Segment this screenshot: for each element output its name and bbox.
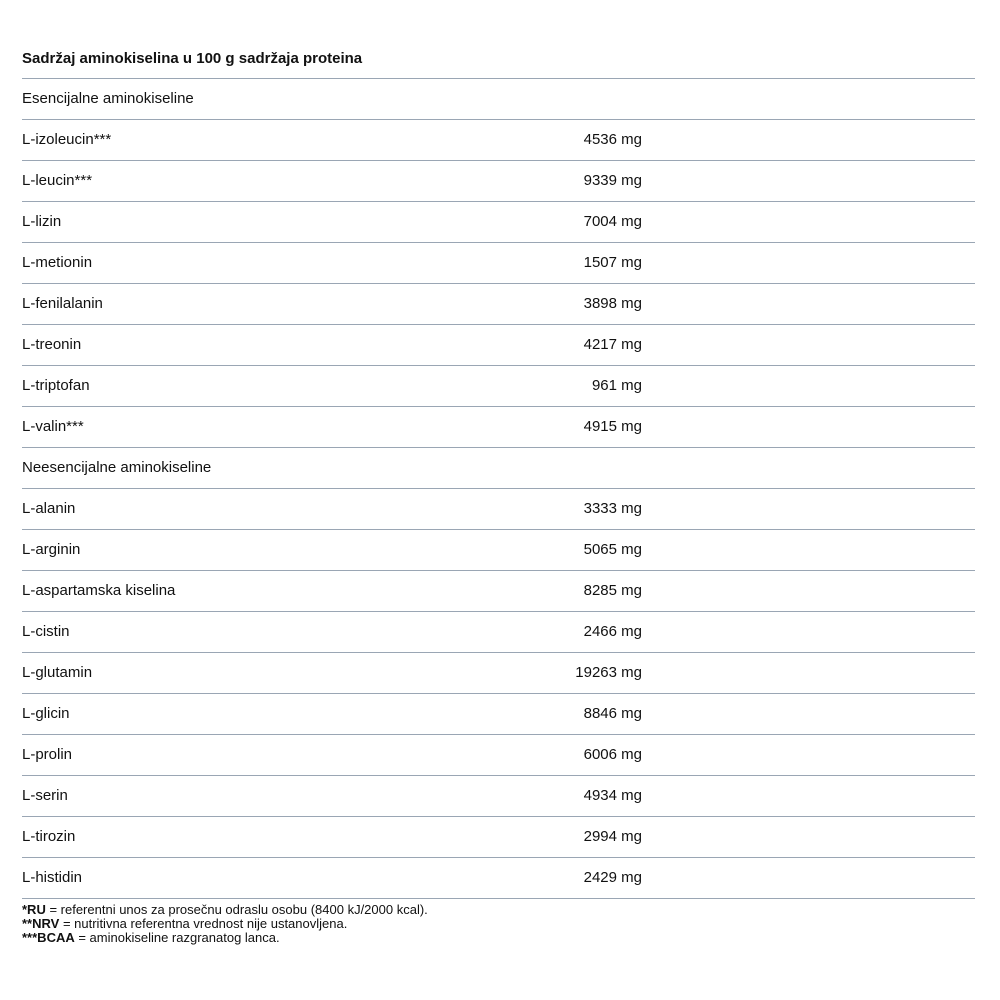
amino-acid-amount: 8846 mg <box>583 705 642 722</box>
table-row <box>22 530 975 571</box>
amino-acid-name: L-izoleucin*** <box>22 131 112 148</box>
footnote <box>22 931 482 945</box>
amino-acid-amount: 4915 mg <box>583 418 642 435</box>
amino-acid-amount: 6006 mg <box>583 746 642 763</box>
footnote <box>22 917 482 931</box>
table-row <box>22 735 975 776</box>
table-row <box>22 325 975 366</box>
footnotes <box>22 903 482 945</box>
amino-acid-amount: 4934 mg <box>583 787 642 804</box>
footnote <box>22 903 482 917</box>
footnote-key: *RU <box>22 902 46 917</box>
amino-acid-name: L-glicin <box>22 705 70 722</box>
table-row <box>22 407 975 448</box>
amino-acid-amount: 3898 mg <box>583 295 642 312</box>
amino-acid-amount: 1507 mg <box>583 254 642 271</box>
amino-acid-amount: 19263 mg <box>575 664 642 681</box>
amino-acid-name: L-alanin <box>22 500 76 517</box>
amino-acid-table <box>22 40 975 899</box>
table-row <box>22 120 975 161</box>
amino-acid-name: L-valin*** <box>22 418 84 435</box>
table-row <box>22 366 975 407</box>
amino-acid-name: L-triptofan <box>22 377 90 394</box>
table-row <box>22 202 975 243</box>
section-header-row <box>22 448 975 489</box>
amino-acid-amount: 8285 mg <box>583 582 642 599</box>
amino-acid-amount: 5065 mg <box>583 541 642 558</box>
table-row <box>22 612 975 653</box>
amino-acid-name: L-leucin*** <box>22 172 93 189</box>
footnote-text: = referentni unos za prosečnu odraslu osobu (8400 kJ/2000 kcal). <box>45 902 428 917</box>
table-row <box>22 284 975 325</box>
amino-acid-amount: 4217 mg <box>583 336 642 353</box>
table-row <box>22 571 975 612</box>
amino-acid-amount: 9339 mg <box>583 172 642 189</box>
amino-acid-name: L-histidin <box>22 869 83 886</box>
amino-acid-name: L-metionin <box>22 254 93 271</box>
section-label: Esencijalne aminokiseline <box>22 90 194 107</box>
amino-acid-name: L-aspartamska kiselina <box>22 582 176 599</box>
amino-acid-name: L-glutamin <box>22 664 93 681</box>
section-header-row <box>22 79 975 120</box>
amino-acid-name: L-prolin <box>22 746 73 763</box>
amino-acid-amount: 7004 mg <box>583 213 642 230</box>
table-row <box>22 161 975 202</box>
amino-acid-amount: 2994 mg <box>583 828 642 845</box>
footnote-text: = aminokiseline razgranatog lanca. <box>74 930 280 945</box>
amino-acid-amount: 4536 mg <box>583 131 642 148</box>
table-row <box>22 653 975 694</box>
amino-acid-name: L-arginin <box>22 541 81 558</box>
table-row <box>22 858 975 899</box>
amino-acid-amount: 2429 mg <box>583 869 642 886</box>
footnote-key: ***BCAA <box>22 930 75 945</box>
amino-acid-name: L-fenilalanin <box>22 295 103 312</box>
amino-acid-name: L-lizin <box>22 213 62 230</box>
footnote-text: = nutritivna referentna vrednost nije ustanovljena. <box>59 916 348 931</box>
table-title: Sadržaj aminokiselina u 100 g sadržaja proteina <box>22 40 975 79</box>
section-label: Neesencijalne aminokiseline <box>22 459 212 476</box>
amino-acid-amount: 3333 mg <box>583 500 642 517</box>
amino-acid-amount: 2466 mg <box>583 623 642 640</box>
amino-acid-amount: 961 mg <box>591 377 642 394</box>
table-row <box>22 817 975 858</box>
table-row <box>22 776 975 817</box>
footnote-key: **NRV <box>22 916 60 931</box>
amino-acid-name: L-cistin <box>22 623 70 640</box>
table-row <box>22 243 975 284</box>
table-body <box>22 79 975 899</box>
table-row <box>22 489 975 530</box>
amino-acid-name: L-treonin <box>22 336 82 353</box>
table-row <box>22 694 975 735</box>
amino-acid-name: L-serin <box>22 787 68 804</box>
amino-acid-name: L-tirozin <box>22 828 76 845</box>
